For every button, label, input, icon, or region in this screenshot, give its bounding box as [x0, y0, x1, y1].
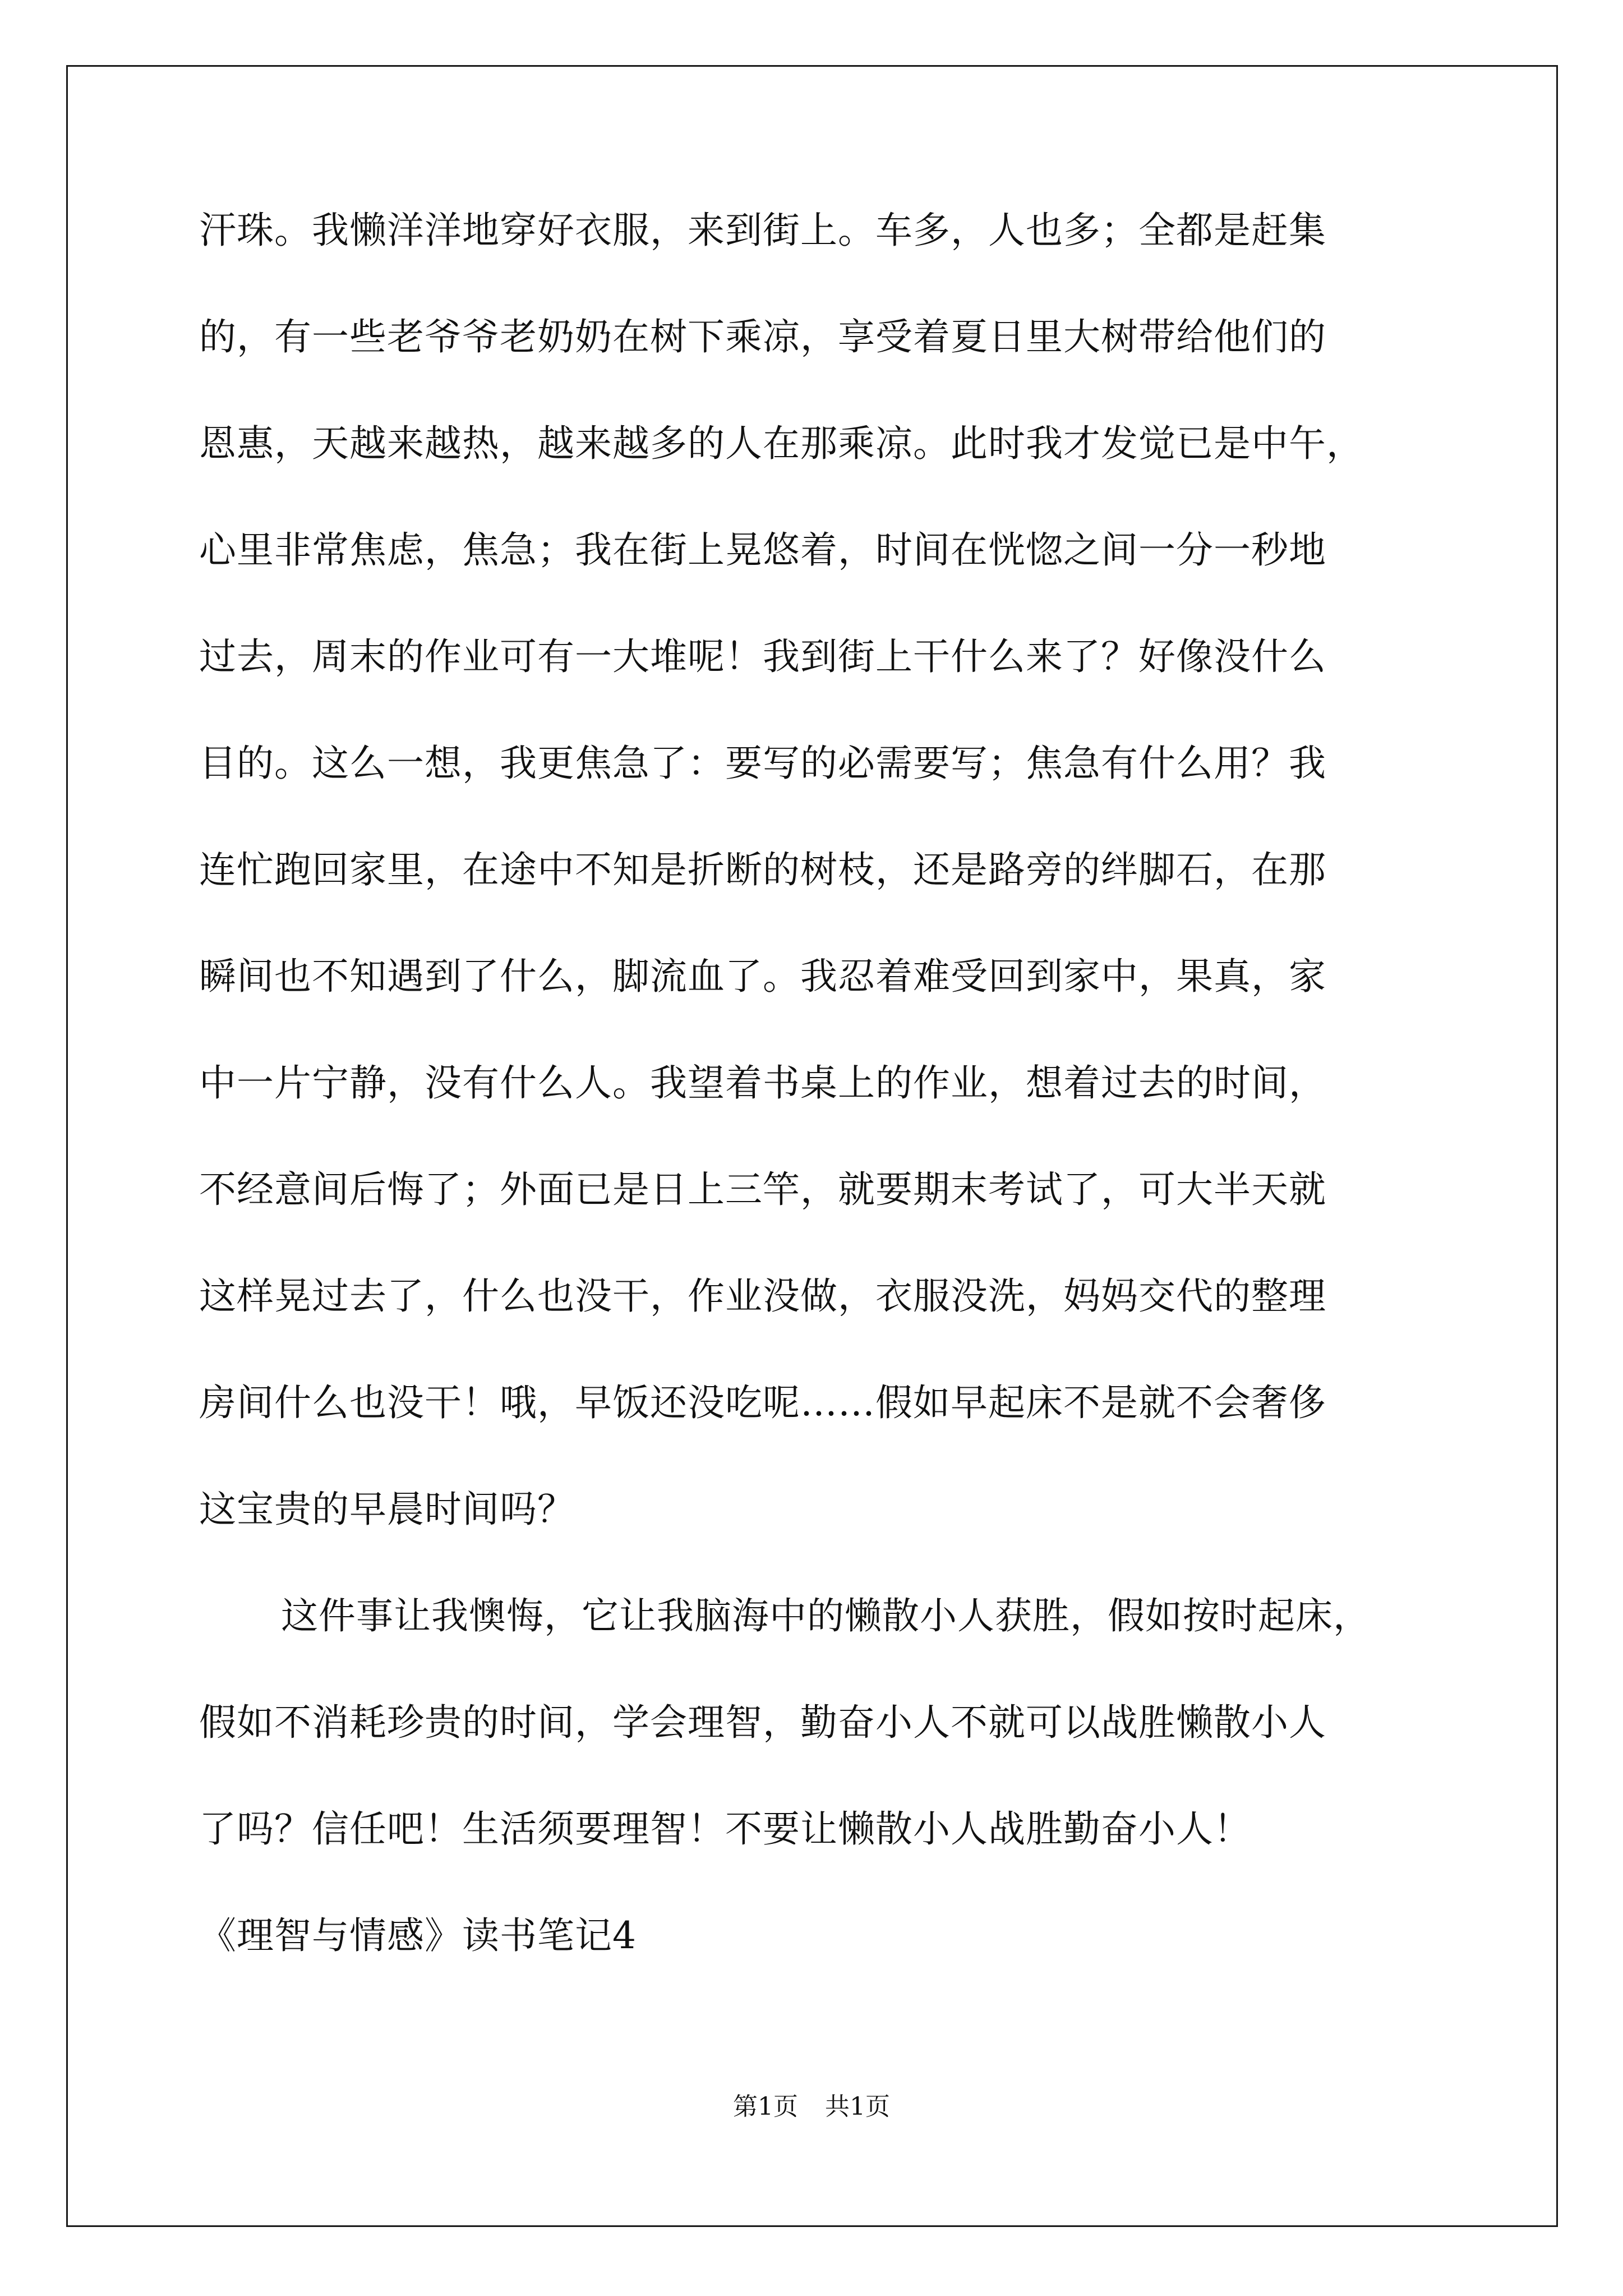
text-line: 不经意间后悔了；外面已是日上三竿，就要期末考试了，可大半天就	[199, 1168, 1326, 1211]
paragraph-2	[199, 1594, 1489, 1851]
text-line: 目的。这么一想，我更焦急了：要写的必需要写；焦急有什么用？我	[199, 742, 1326, 785]
text-line: 瞬间也不知遇到了什么，脚流血了。我忍着难受回到家中，果真，家	[199, 955, 1326, 998]
page-total: 共1页	[825, 2092, 890, 2121]
text-line: 的，有一些老爷爷老奶奶在树下乘凉，享受着夏日里大树带给他们的	[199, 315, 1326, 358]
text-line: 这宝贵的早晨时间吗？	[199, 1488, 575, 1531]
text-line: 房间什么也没干！哦，早饭还没吃呢……假如早起床不是就不会奢侈	[199, 1381, 1326, 1424]
section-heading: 《理智与情感》读书笔记4	[199, 1914, 637, 1957]
text-line: 恩惠，天越来越热，越来越多的人在那乘凉。此时我才发觉已是中午，	[199, 422, 1364, 465]
text-line: 这样晃过去了，什么也没干，作业没做，衣服没洗，妈妈交代的整理	[199, 1274, 1326, 1318]
paragraph-1	[199, 209, 1489, 1531]
text-line: 过去，周末的作业可有一大堆呢！我到街上干什么来了？好像没什么	[199, 635, 1326, 678]
text-line: 心里非常焦虑，焦急；我在街上晃悠着，时间在恍惚之间一分一秒地	[199, 528, 1326, 572]
page-number: 第1页	[733, 2092, 798, 2121]
text-line: 了吗？信任吧！生活须要理智！不要让懒散小人战胜勤奋小人！	[199, 1807, 1251, 1851]
text-line: 汗珠。我懒洋洋地穿好衣服，来到街上。车多，人也多；全都是赶集	[199, 209, 1326, 252]
text-line: 这件事让我懊悔，它让我脑海中的懒散小人获胜，假如按时起床，	[281, 1594, 1371, 1637]
text-line: 中一片宁静，没有什么人。我望着书桌上的作业，想着过去的时间，	[199, 1061, 1326, 1105]
text-line: 假如不消耗珍贵的时间，学会理智，勤奋小人不就可以战胜懒散小人	[199, 1701, 1326, 1744]
page-footer	[0, 2092, 1623, 2121]
text-line: 连忙跑回家里，在途中不知是折断的树枝，还是路旁的绊脚石，在那	[199, 848, 1326, 891]
document-body	[199, 209, 1489, 1957]
